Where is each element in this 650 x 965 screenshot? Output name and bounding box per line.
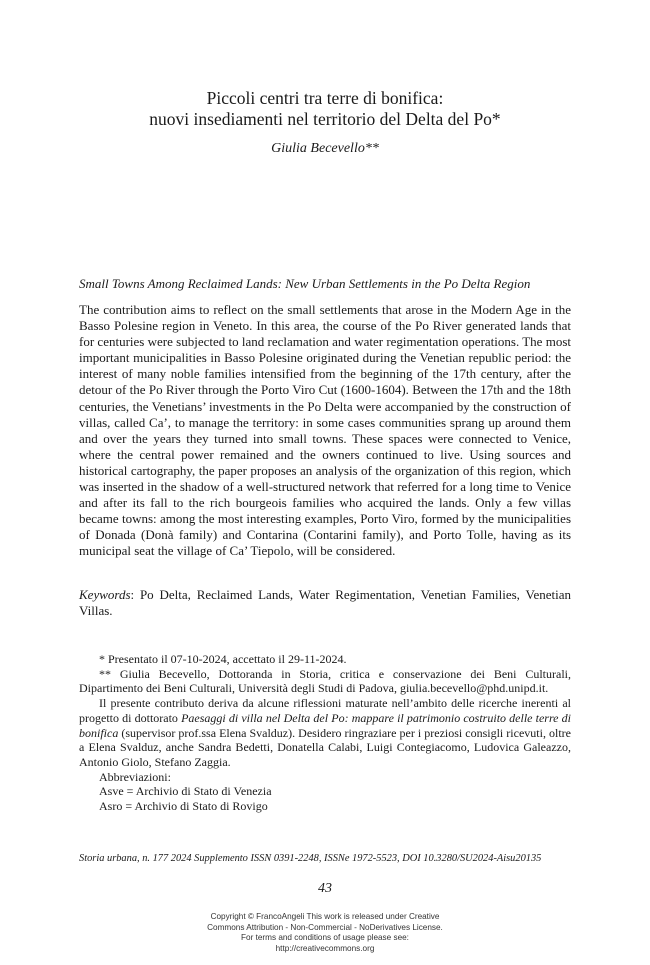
keywords xyxy=(79,587,571,619)
abstract-text: The contribution aims to reflect on the small settlements that arose in the Modern Age in the Basso Polesine region in Veneto. In this area, the course of the Po River generated lands that for centuries were subjected to land reclamation and water regimentation operations. The most important municipalities in Basso Polesine originated during the Venetian republic period: the interest of many noble families intensified from the beginning of the 17th century, after the detour of the Po River through the Porto Viro Cut (1600-1604). Between the 17th and the 18th centuries, the Venetians’ investments in the Po Delta were accompanied by the construction of villas, called Ca’, to manage the territory: in some cases communities sprang up around them and over the years they turned into small towns. These spaces were connected to Venice, where the central power remained and the owners continued to live. Using sources and historical cartography, the paper proposes an analysis of the organization of this region, which was inserted in the shadow of a well-structured network that referred for a long time to Venice and after its fall to the rich bourgeois families who acquired the lands. Only a few villas became towns: among the most interesting examples, Porto Viro, formed by the municipalities of Donada (Donà family) and Contarina (Contarini family), and Porto Tolle, having as its municipal seat the village of Ca’ Tiepolo, will be considered. xyxy=(79,302,571,559)
footnote-ack-project-title: Paesaggi di villa nel Delta del Po: mappare il patrimonio costruito delle terre di bonifica xyxy=(79,710,571,740)
article-title-line-1: Piccoli centri tra terre di bonifica: xyxy=(206,88,444,108)
license-line-4: http://creativecommons.org xyxy=(275,943,375,953)
article-author: Giulia Becevello** xyxy=(271,141,379,156)
article-title xyxy=(60,88,590,130)
abbreviations-heading: Abbreviazioni: xyxy=(99,769,171,784)
license-line-3: For terms and conditions of usage please see: xyxy=(241,933,409,942)
abbreviation-asve: Asve = Archivio di Stato di Venezia xyxy=(99,784,272,799)
footnote-ack-text-1: Il presente contributo deriva da alcune riflessioni maturate nell’ambito delle ricerche inerenti al progetto di dottorato xyxy=(79,696,571,725)
footnote-acknowledgements xyxy=(79,696,571,770)
footnote-author: ** Giulia Becevello, Dottoranda in Storia, critica e conservazione dei Beni Culturali, Dipartimento dei Beni Culturali, Università degli Studi di Padova, giulia.becevello@phd.unipd.it. xyxy=(79,666,571,696)
page-number: 43 xyxy=(318,881,332,896)
license-line-2: Commons Attribution - Non-Commercial - NoDerivatives License. xyxy=(207,922,443,932)
article-title-line-2: nuovi insediamenti nel territorio del Delta del Po* xyxy=(149,109,501,129)
english-title: Small Towns Among Reclaimed Lands: New Urban Settlements in the Po Delta Region xyxy=(79,276,531,291)
footnote-submission: * Presentato il 07-10-2024, accettato il 29-11-2024. xyxy=(99,652,347,666)
abbreviation-asro: Asro = Archivio di Stato di Rovigo xyxy=(99,799,268,814)
journal-citation: Storia urbana, n. 177 2024 Supplemento ISSN 0391-2248, ISSNe 1972-5523, DOI 10.3280/SU2024-Aisu20135 xyxy=(79,853,542,864)
license-notice xyxy=(0,912,650,954)
license-line-1: Copyright © FrancoAngeli This work is released under Creative xyxy=(210,912,440,921)
footnote-ack-text-2: (supervisor prof.ssa Elena Svalduz). Desidero ringraziare per i preziosi consigli ricevuti, oltre a Elena Svalduz, anche Sandra Bedetti, Donatella Calabi, Luigi Contegiacomo, Ludovica Galeazzo, Antonio Giolo, Stefano Zaggia. xyxy=(79,725,571,769)
keywords-list: : Po Delta, Reclaimed Lands, Water Regimentation, Venetian Families, Venetian Villas. xyxy=(79,587,571,619)
footnotes xyxy=(79,652,571,814)
keywords-label: Keywords xyxy=(79,587,131,602)
